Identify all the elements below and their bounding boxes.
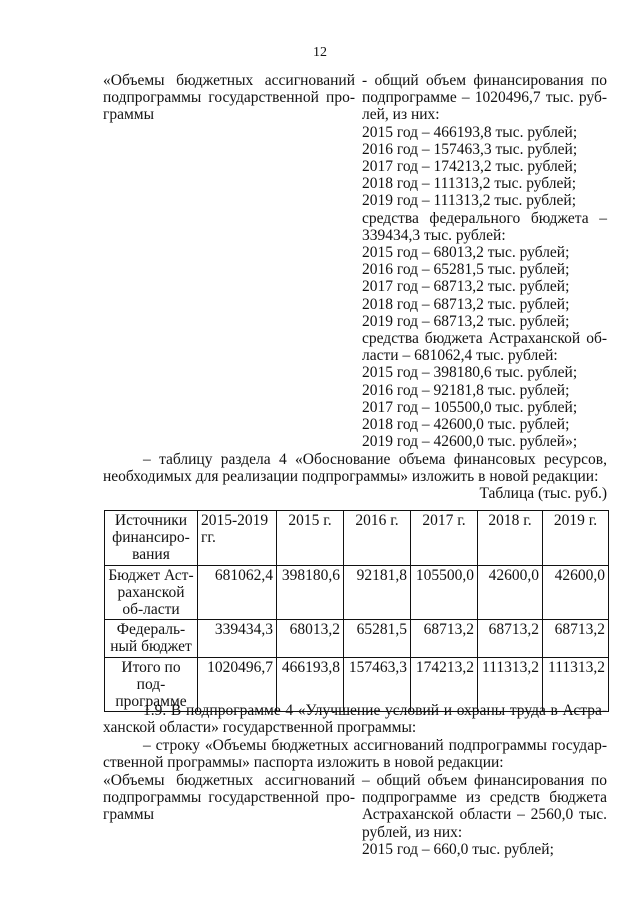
paragraph-line: – строку «Объемы бюджетных ассигнований подпрограммы государ-: [143, 737, 607, 754]
budget-detail-line: средства федерального бюджета –: [362, 209, 607, 227]
table-cell: 398180,6: [277, 565, 344, 620]
budget-detail-line: 2019 год – 111313,2 тыс. рублей;: [362, 192, 577, 210]
budget-detail-line: 2019 год – 42600,0 тыс. рублей»;: [362, 433, 578, 451]
budget-details-1: [362, 72, 607, 450]
budget-label-1: [103, 72, 355, 124]
table-header-cell: 2018 г.: [478, 511, 543, 566]
table-cell: 42600,0: [478, 565, 543, 620]
table-header-cell: 2019 г.: [543, 511, 609, 566]
budget-detail-line: 2016 год – 65281,5 тыс. рублей;: [362, 261, 570, 279]
table-cell: Федераль-ный бюджет: [105, 620, 198, 657]
table-cell: 65281,5: [344, 620, 411, 657]
table-cell: 92181,8: [344, 565, 411, 620]
budget-detail-line: рублей, из них:: [362, 823, 463, 841]
budget-label-line: граммы: [103, 806, 155, 824]
budget-detail-line: лей, из них:: [362, 106, 440, 124]
table-cell: 111313,2: [543, 657, 609, 712]
budget-detail-line: ласти – 681062,4 тыс. рублей:: [362, 347, 558, 365]
table-intro-paragraph: [103, 451, 607, 485]
budget-detail-line: 2015 год – 398180,6 тыс. рублей;: [362, 364, 578, 382]
budget-label-line: «Объемы бюджетных ассигнований: [103, 72, 355, 89]
table-caption: Таблица (тыс. руб.): [479, 485, 607, 502]
table-cell: Итого по под-программе: [105, 657, 198, 712]
budget-label-2: [103, 772, 355, 824]
budget-detail-line: - общий объем финансирования по: [362, 72, 607, 89]
budget-label-line: подпрограммы государственной про-: [103, 789, 355, 807]
page-number: 12: [313, 45, 327, 60]
budget-detail-line: 2018 год – 68713,2 тыс. рублей;: [362, 295, 570, 313]
table-header-cell: 2015-2019 гг.: [198, 511, 277, 566]
table-cell: 681062,4: [198, 565, 277, 620]
table-header-cell: 2017 г.: [411, 511, 478, 566]
table-cell: 1020496,7: [198, 657, 277, 712]
budget-detail-line: 339434,3 тыс. рублей:: [362, 226, 506, 244]
table-cell: 68713,2: [411, 620, 478, 657]
budget-detail-line: средства бюджета Астраханской об-: [362, 330, 607, 348]
paragraph-line: ственной программы» паспорта изложить в новой редакции:: [103, 754, 504, 772]
table-cell: 339434,3: [198, 620, 277, 657]
table-header-cell: 2015 г.: [277, 511, 344, 566]
table-header-cell: Источники финансиро-вания: [105, 511, 198, 566]
budget-detail-line: 2018 год – 42600,0 тыс. рублей;: [362, 416, 570, 434]
table-cell: 466193,8: [277, 657, 344, 712]
budget-details-2: [362, 772, 607, 858]
paragraph-line: – таблицу раздела 4 «Обоснование объема финансовых ресурсов,: [143, 451, 607, 468]
budget-detail-line: 2017 год – 174213,2 тыс. рублей;: [362, 158, 578, 176]
budget-detail-line: 2016 год – 157463,3 тыс. рублей;: [362, 140, 578, 158]
table-row: [105, 620, 609, 657]
table-cell: 68713,2: [543, 620, 609, 657]
budget-detail-line: 2015 год – 660,0 тыс. рублей;: [362, 840, 554, 858]
table-header-cell: 2016 г.: [344, 511, 411, 566]
budget-detail-line: 2015 год – 68013,2 тыс. рублей;: [362, 244, 570, 262]
table-cell: 157463,3: [344, 657, 411, 712]
budget-detail-line: подпрограмме из средств бюджета: [362, 789, 607, 807]
budget-label-line: граммы: [103, 106, 155, 124]
passport-edit-paragraph: [103, 737, 607, 771]
financing-table: [104, 510, 609, 712]
budget-detail-line: 2016 год – 92181,8 тыс. рублей;: [362, 381, 570, 399]
table-row: [105, 565, 609, 620]
section-1-9-paragraph: [103, 702, 607, 736]
budget-detail-line: 2017 год – 68713,2 тыс. рублей;: [362, 278, 570, 296]
table-cell: 105500,0: [411, 565, 478, 620]
table-cell: 68013,2: [277, 620, 344, 657]
budget-detail-line: 2017 год – 105500,0 тыс. рублей;: [362, 398, 578, 416]
budget-detail-line: 2015 год – 466193,8 тыс. рублей;: [362, 123, 578, 141]
budget-detail-line: 2019 год – 68713,2 тыс. рублей;: [362, 312, 570, 330]
table-cell: 111313,2: [478, 657, 543, 712]
budget-detail-line: Астраханской области – 2560,0 тыс.: [362, 806, 607, 824]
table-cell: 174213,2: [411, 657, 478, 712]
table-cell: 68713,2: [478, 620, 543, 657]
paragraph-line: 1.9. В подпрограмме 4 «Улучшение условий и охраны труда в Астра-: [143, 702, 607, 719]
budget-detail-line: 2018 год – 111313,2 тыс. рублей;: [362, 175, 577, 193]
budget-detail-line: – общий объем финансирования по: [362, 772, 607, 789]
paragraph-line: ханской области» государственной программы:: [103, 719, 417, 737]
table-header-row: [105, 511, 609, 566]
paragraph-line: необходимых для реализации подпрограммы» изложить в новой редакции:: [103, 468, 599, 486]
budget-label-line: «Объемы бюджетных ассигнований: [103, 772, 355, 789]
budget-label-line: подпрограммы государственной про-: [103, 89, 355, 107]
table-cell: 42600,0: [543, 565, 609, 620]
budget-detail-line: подпрограмме – 1020496,7 тыс. руб-: [362, 89, 607, 107]
table-cell: Бюджет Аст-раханской об-ласти: [105, 565, 198, 620]
